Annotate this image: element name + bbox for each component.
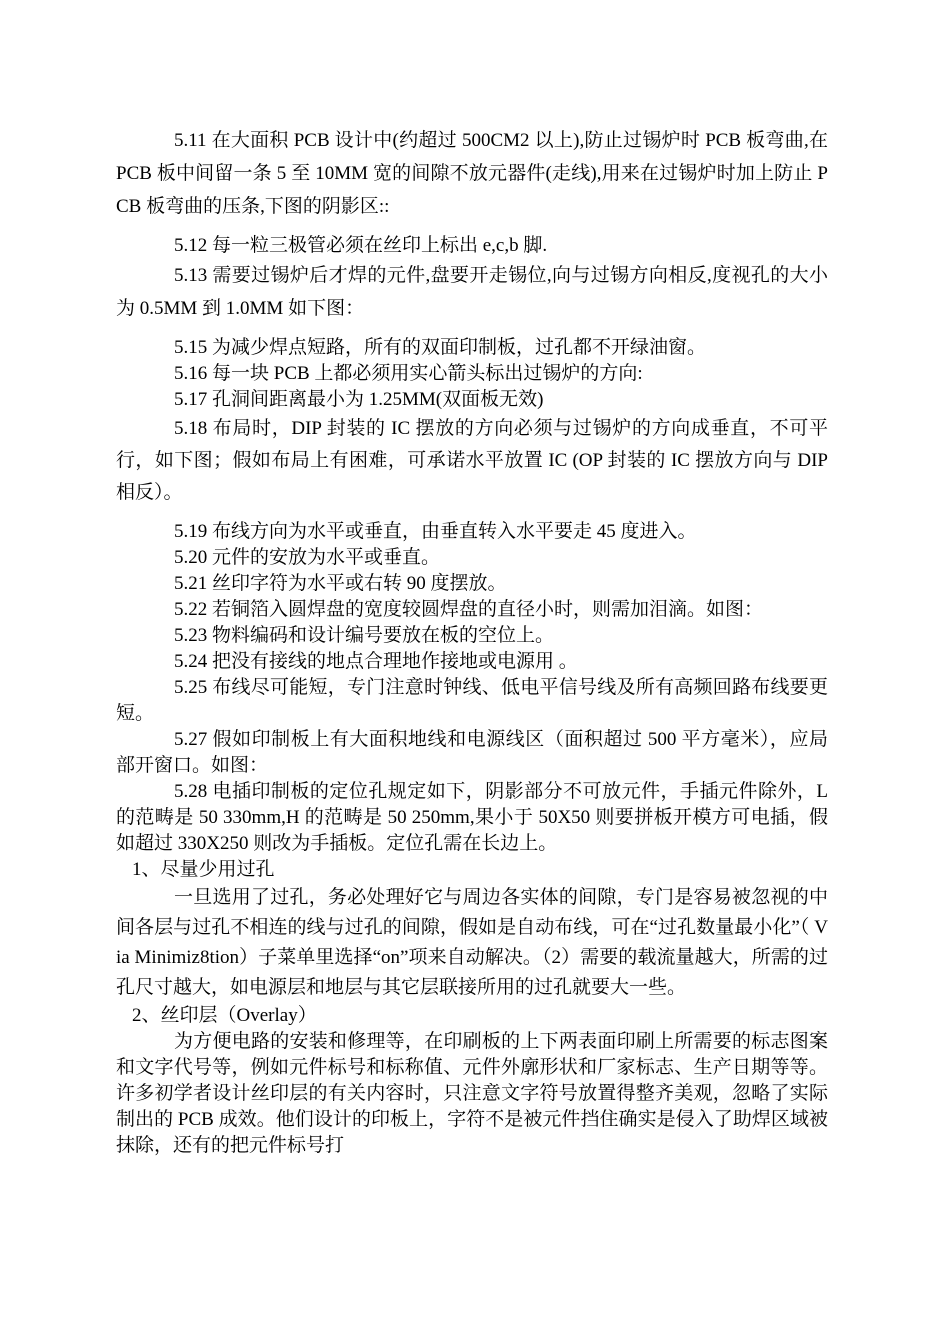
- paragraph-5-17: 5.17 孔洞间距离最小为 1.25MM(双面板无效): [174, 389, 544, 410]
- paragraph-5-15: 5.15 为减少焊点短路，所有的双面印制板，过孔都不开绿油窗。: [174, 337, 707, 358]
- document-body: [116, 124, 828, 1159]
- paragraph-5-12: 5.12 每一粒三极管必须在丝印上标出 e,c,b 脚.: [174, 235, 548, 256]
- paragraph-5-22: 5.22 若铜箔入圆焊盘的宽度较圆焊盘的直径小时，则需加泪滴。如图：: [174, 599, 764, 620]
- paragraph-overlay: 为方便电路的安装和修理等，在印刷板的上下两表面印刷上所需要的标志图案和文字代号等，例如元件标号和标称值、元件外廓形状和厂家标志、生产日期等等。许多初学者设计丝印层的有关内容时，只注意文字符号放置得整齐美观，忽略了实际制出的 PCB 成效。他们设计的印板上，字符不是被元件挡住确实是侵入了助焊区域被抹除，还有的把元件标号打: [116, 1031, 828, 1156]
- section-heading-overlay: 2、丝印层（Overlay）: [132, 1005, 317, 1026]
- paragraph-5-11: 5.11 在大面积 PCB 设计中(约超过 500CM2 以上),防止过锡炉时 PCB 板弯曲,在 PCB 板中间留一条 5 至 10MM 宽的间隙不放元器件(走线),用来在过锡炉时加上防止 PCB 板弯曲的压条,下图的阴影区::: [116, 130, 828, 217]
- paragraph-5-18: 5.18 布局时，DIP 封装的 IC 摆放的方向必须与过锡炉的方向成垂直，不可平行，如下图；假如布局上有困难，可承诺水平放置 IC (OP 封装的 IC 摆放方向与 DIP 相反）。: [116, 418, 828, 503]
- paragraph-5-27: 5.27 假如印制板上有大面积地线和电源线区（面积超过 500 平方毫米），应局部开窗口。如图：: [116, 729, 828, 776]
- paragraph-5-23: 5.23 物料编码和设计编号要放在板的空位上。: [174, 625, 555, 646]
- section-heading-vias: 1、尽量少用过孔: [132, 859, 275, 880]
- paragraph-5-19: 5.19 布线方向为水平或垂直，由垂直转入水平要走 45 度进入。: [174, 521, 697, 542]
- paragraph-5-20: 5.20 元件的安放为水平或垂直。: [174, 547, 441, 568]
- paragraph-vias: 一旦选用了过孔，务必处理好它与周边各实体的间隙，专门是容易被忽视的中间各层与过孔不相连的线与过孔的间隙，假如是自动布线，可在“过孔数量最小化”（ Via Minimiz8tion）子菜单里选择“on”项来自动解决。（2）需要的载流量越大，所需的过孔尺寸越大，如电源层和地层与其它层联接所用的过孔就要大一些。: [116, 887, 828, 998]
- paragraph-5-16: 5.16 每一块 PCB 上都必须用实心箭头标出过锡炉的方向:: [174, 363, 643, 384]
- paragraph-5-21: 5.21 丝印字符为水平或右转 90 度摆放。: [174, 573, 507, 594]
- paragraph-5-24: 5.24 把没有接线的地点合理地作接地或电源用 。: [174, 651, 578, 672]
- paragraph-5-28: 5.28 电插印制板的定位孔规定如下，阴影部分不可放元件，手插元件除外，L 的范畴是 50 330mm,H 的范畴是 50 250mm,果小于 50X50 则要拼板开模方可电插，假如超过 330X250 则改为手插板。定位孔需在长边上。: [116, 781, 828, 854]
- paragraph-5-13: 5.13 需要过锡炉后才焊的元件,盘要开走锡位,向与过锡方向相反,度视孔的大小为 0.5MM 到 1.0MM 如下图：: [116, 265, 828, 319]
- paragraph-5-25: 5.25 布线尽可能短，专门注意时钟线、低电平信号线及所有高频回路布线要更短。: [116, 677, 828, 724]
